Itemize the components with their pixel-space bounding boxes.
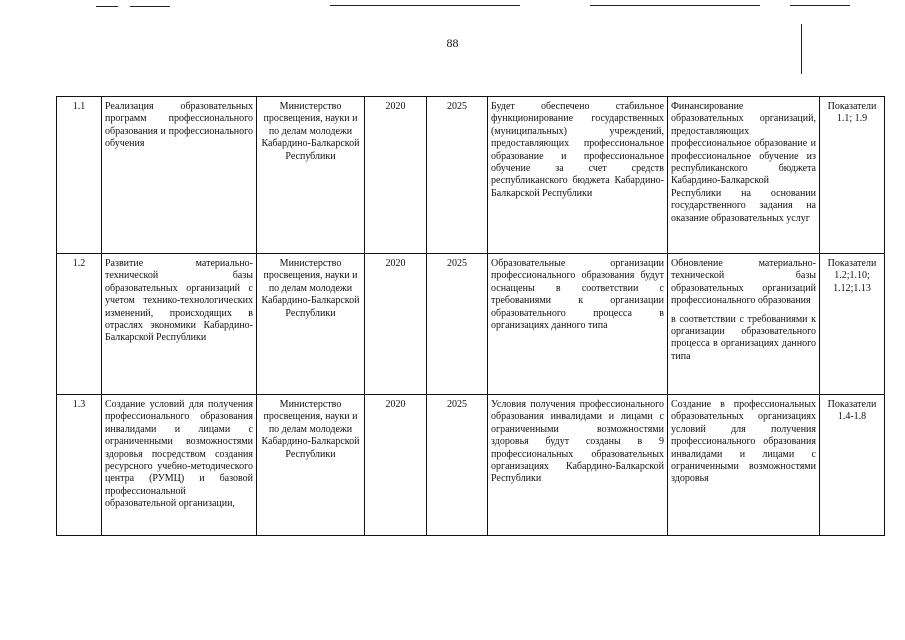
- content-cell: [668, 97, 820, 254]
- measure-cell: Создание условий для получения профессионального образования инвалидами и лицами с ограниченными возможностями здоровья посредством создания ресурсного учебно-методического центра (РУМЦ) и базовой профессиональной образовательной организации,: [102, 395, 257, 536]
- measure-cell: Развитие материально-технической базы образовательных организаций с учетом технико-технологических изменений, происходящих в отраслях экономики Кабардино-Балкарской Республики: [102, 254, 257, 395]
- executor-cell: Министерство просвещения, науки и по делам молодежи Кабардино-Балкарской Республики: [257, 395, 365, 536]
- end-year-cell: 2025: [427, 97, 488, 254]
- start-year-cell: 2020: [365, 97, 427, 254]
- indicators-cell: Показатели 1.2;1.10; 1.12;1.13: [820, 254, 885, 395]
- content-extra-text: в соответствии с требованиями к организации образовательного процесса в организациях данного типа: [671, 313, 816, 362]
- table-row: [57, 395, 885, 536]
- content-cell: [668, 254, 820, 395]
- table-row: [57, 254, 885, 395]
- measure-cell: Реализация образовательных программ профессионального образования и профессионального обучения: [102, 97, 257, 254]
- executor-cell: Министерство просвещения, науки и по делам молодежи Кабардино-Балкарской Республики: [257, 97, 365, 254]
- start-year-cell: 2020: [365, 254, 427, 395]
- scan-mark-right: [801, 24, 802, 74]
- content-text: Финансирование образовательных организаций, предоставляющих профессиональное образование и профессиональное обучение из республиканского бюджета Кабардино-Балкарской Республики на основании государственного задания на оказание образовательных услуг: [671, 101, 816, 224]
- row-number: 1.1: [57, 97, 102, 254]
- scan-mark-top-center: [330, 5, 520, 6]
- row-number: 1.2: [57, 254, 102, 395]
- end-year-cell: 2025: [427, 254, 488, 395]
- content-text: Обновление материально-технической базы образовательных организаций профессионального образования: [671, 258, 816, 307]
- row-number: 1.3: [57, 395, 102, 536]
- start-year-cell: 2020: [365, 395, 427, 536]
- program-table: [56, 96, 885, 536]
- result-cell: Условия получения профессионального образования инвалидами и лицами с ограниченными возможностями здоровья будут созданы в 9 профессиональных образовательных организациях Кабардино-Балкарской Республики: [488, 395, 668, 536]
- scan-mark-top-left: [96, 6, 118, 7]
- content-cell: [668, 395, 820, 536]
- end-year-cell: 2025: [427, 395, 488, 536]
- content-text: Создание в профессиональных образовательных организациях условий для получения профессионального образования инвалидами и лицами с ограниченными возможностями здоровья: [671, 399, 816, 485]
- scan-mark-top-left-2: [130, 6, 170, 7]
- table-row: [57, 97, 885, 254]
- result-cell: Образовательные организации профессионального образования будут оснащены в соответствии с требованиями к организации образовательного процесса в организациях данного типа: [488, 254, 668, 395]
- result-cell: Будет обеспечено стабильное функционирование государственных (муниципальных) учреждений, предоставляющих профессиональное образование и профессиональное обучение за счет средств республиканского бюджета Кабардино-Балкарской Республики: [488, 97, 668, 254]
- scan-mark-top-right: [590, 5, 760, 6]
- executor-cell: Министерство просвещения, науки и по делам молодежи Кабардино-Балкарской Республики: [257, 254, 365, 395]
- page-number: 88: [446, 36, 459, 50]
- indicators-cell: Показатели 1.1; 1.9: [820, 97, 885, 254]
- scan-mark-top-right-2: [790, 5, 850, 6]
- indicators-cell: Показатели 1.4-1.8: [820, 395, 885, 536]
